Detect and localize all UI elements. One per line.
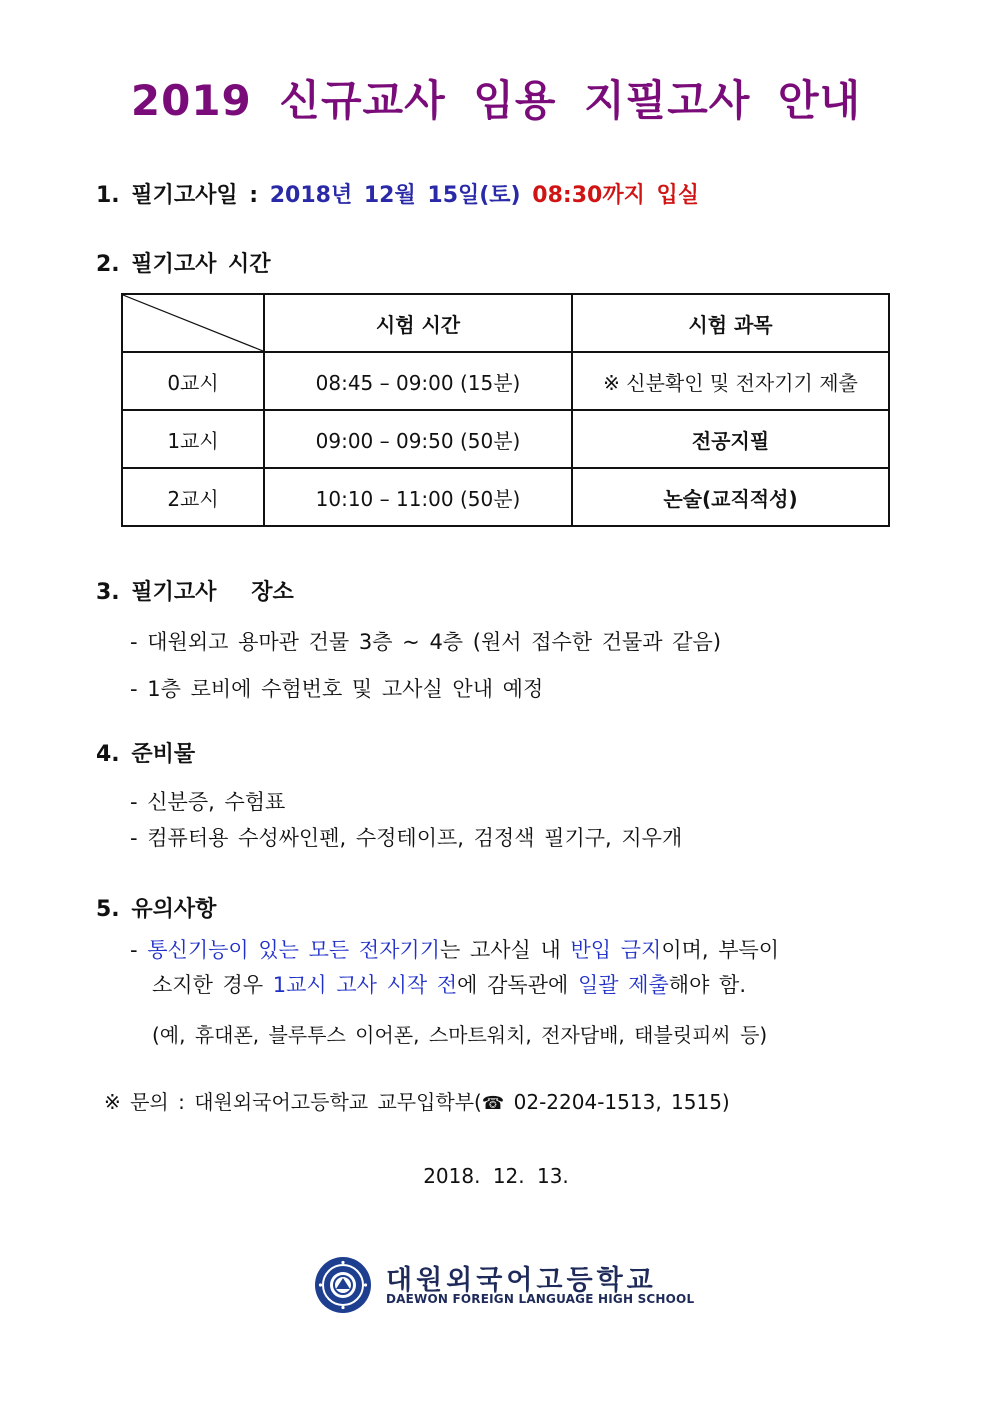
notice-examples: (예, 휴대폰, 블루투스 이어폰, 스마트워치, 전자담배, 태블릿피씨 등) — [152, 1023, 768, 1047]
list-item: - 1층 로비에 수험번호 및 고사실 안내 예정 — [130, 677, 544, 701]
table-header-row — [122, 294, 889, 352]
list-dash: - — [130, 938, 148, 962]
table-header-subject: 시험 과목 — [572, 294, 889, 352]
list-item: - 대원외고 용마관 건물 3층 ~ 4층 (원서 접수한 건물과 같음) — [130, 630, 722, 654]
subject-cell: ※ 신분확인 및 전자기기 제출 — [572, 352, 889, 410]
contact-info — [104, 1086, 730, 1115]
page-title: 2019 신규교사 임용 지필고사 안내 — [130, 76, 862, 125]
section-2-label: 2. 필기고사 시간 — [96, 252, 271, 277]
exam-date: 2018년 12월 15일(토) — [269, 183, 521, 208]
period-cell: 2교시 — [122, 468, 264, 526]
entry-time: 08:30까지 입실 — [532, 183, 699, 208]
list-item: - 컴퓨터용 수성싸인펜, 수정테이프, 검정색 필기구, 지우개 — [130, 826, 683, 850]
time-cell: 10:10 – 11:00 (50분) — [264, 468, 572, 526]
subject-cell: 전공지필 — [572, 410, 889, 468]
notice-text: 에 감독관에 — [457, 973, 578, 997]
table-corner-cell — [122, 294, 264, 352]
section-3-label: 3. 필기고사 장소 — [96, 580, 294, 605]
section-4-label: 4. 준비물 — [96, 742, 196, 767]
table-row — [122, 468, 889, 526]
table-row — [122, 352, 889, 410]
school-emblem-icon — [314, 1256, 372, 1314]
notice-text: 는 고사실 내 — [440, 938, 571, 962]
notice-line-2 — [152, 969, 746, 999]
emphasis-text: 반입 금지 — [570, 938, 662, 962]
emphasis-text: 1교시 고사 시작 전 — [272, 973, 458, 997]
phone-icon: ☎ — [481, 1093, 505, 1114]
section-5-label: 5. 유의사항 — [96, 897, 217, 922]
contact-phone: 02-2204-1513, 1515) — [504, 1090, 730, 1114]
section-exam-date — [96, 178, 699, 209]
issue-date: 2018. 12. 13. — [423, 1164, 569, 1188]
period-cell: 0교시 — [122, 352, 264, 410]
table-header-time: 시험 시간 — [264, 294, 572, 352]
notice-text: 소지한 경우 — [152, 973, 273, 997]
contact-text: ※ 문의 : 대원외국어고등학교 교무입학부( — [104, 1090, 482, 1114]
diagonal-line-icon — [123, 295, 263, 351]
list-item: - 신분증, 수험표 — [130, 790, 286, 814]
subject-cell: 논술(교직적성) — [572, 468, 889, 526]
notice-text: 해야 함. — [668, 973, 746, 997]
notice-line-1 — [130, 934, 779, 964]
exam-schedule-table — [121, 293, 890, 527]
period-cell: 1교시 — [122, 410, 264, 468]
time-cell: 09:00 – 09:50 (50분) — [264, 410, 572, 468]
logo-korean-name: 대원외국어고등학교 — [386, 1265, 657, 1296]
table-row — [122, 410, 889, 468]
notice-text: 이며, 부득이 — [661, 938, 780, 962]
emphasis-text: 일괄 제출 — [577, 973, 669, 997]
logo-english-name: DAEWON FOREIGN LANGUAGE HIGH SCHOOL — [386, 1292, 695, 1306]
school-logo — [314, 1256, 695, 1316]
emphasis-text: 통신기능이 있는 모든 전자기기 — [147, 938, 441, 962]
time-cell: 08:45 – 09:00 (15분) — [264, 352, 572, 410]
section-1-label: 1. 필기고사일 : — [96, 183, 259, 208]
